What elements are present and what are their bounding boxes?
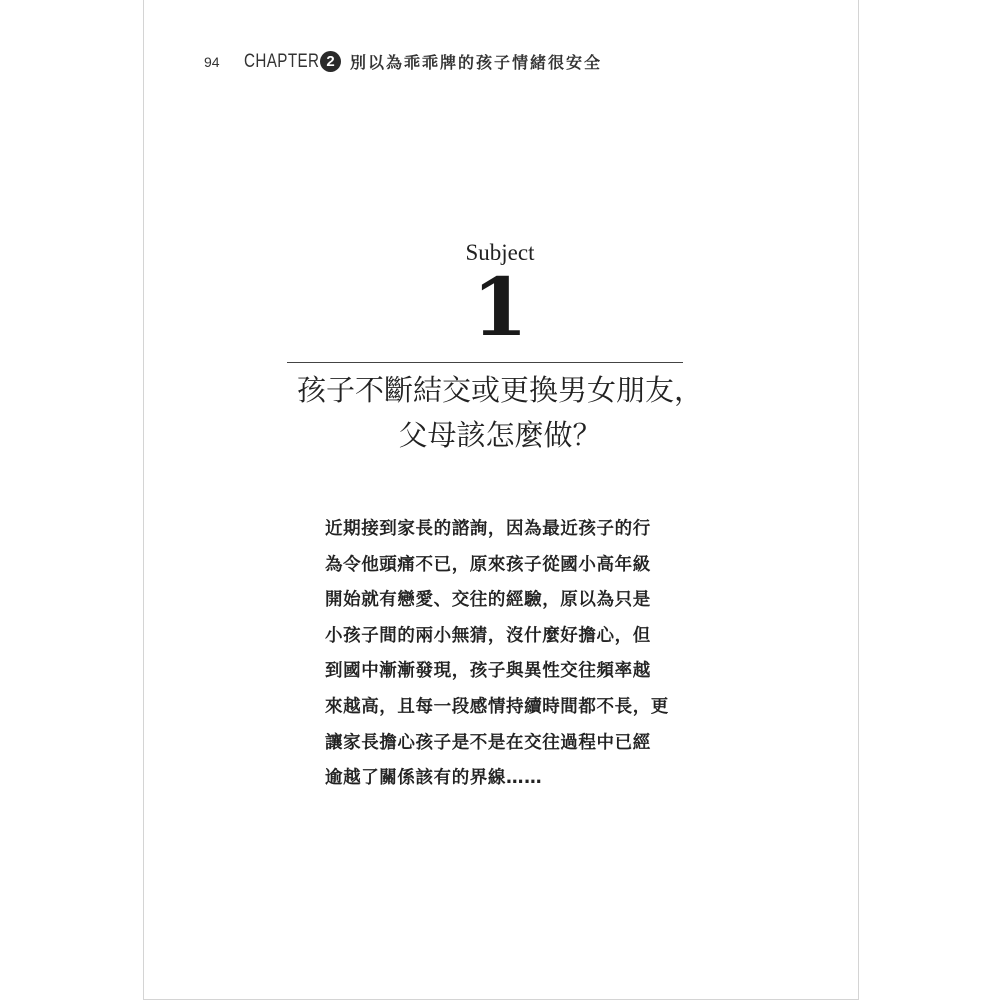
subject-label: Subject: [465, 240, 535, 265]
body-line: 開始就有戀愛、交往的經驗，原以為只是: [325, 590, 651, 611]
book-page: [143, 0, 859, 1000]
body-line: 小孩子間的兩小無猜，沒什麼好擔心，但: [325, 625, 651, 646]
subject-number: 1: [472, 260, 528, 354]
body-line: 到國中漸漸發現，孩子與異性交往頻率越: [325, 661, 651, 682]
body-line: 來越高，且每一段感情持續時間都不長，更: [325, 696, 669, 717]
title-divider: [287, 362, 683, 363]
body-line: 為令他頭痛不已，原來孩子從國小高年級: [325, 554, 651, 575]
running-header: [204, 50, 602, 73]
intro-paragraph: [325, 512, 675, 797]
body-line: 讓家長擔心孩子是不是在交往過程中已經: [325, 732, 651, 753]
chapter-title: 別以為乖乖牌的孩子情緒很安全: [350, 55, 603, 72]
body-line: 近期接到家長的諮詢，因為最近孩子的行: [325, 519, 651, 539]
chapter-label: CHAPTER: [244, 50, 320, 72]
title-line: 孩子不斷結交或更換男女朋友，: [296, 373, 703, 407]
section-title: [0, 368, 1000, 458]
chapter-number-badge: 2: [320, 51, 341, 72]
title-line: 父母該怎麼做？: [398, 418, 602, 452]
body-line: 逾越了關係該有的界線……: [325, 768, 543, 789]
page-number: 94: [204, 53, 220, 70]
